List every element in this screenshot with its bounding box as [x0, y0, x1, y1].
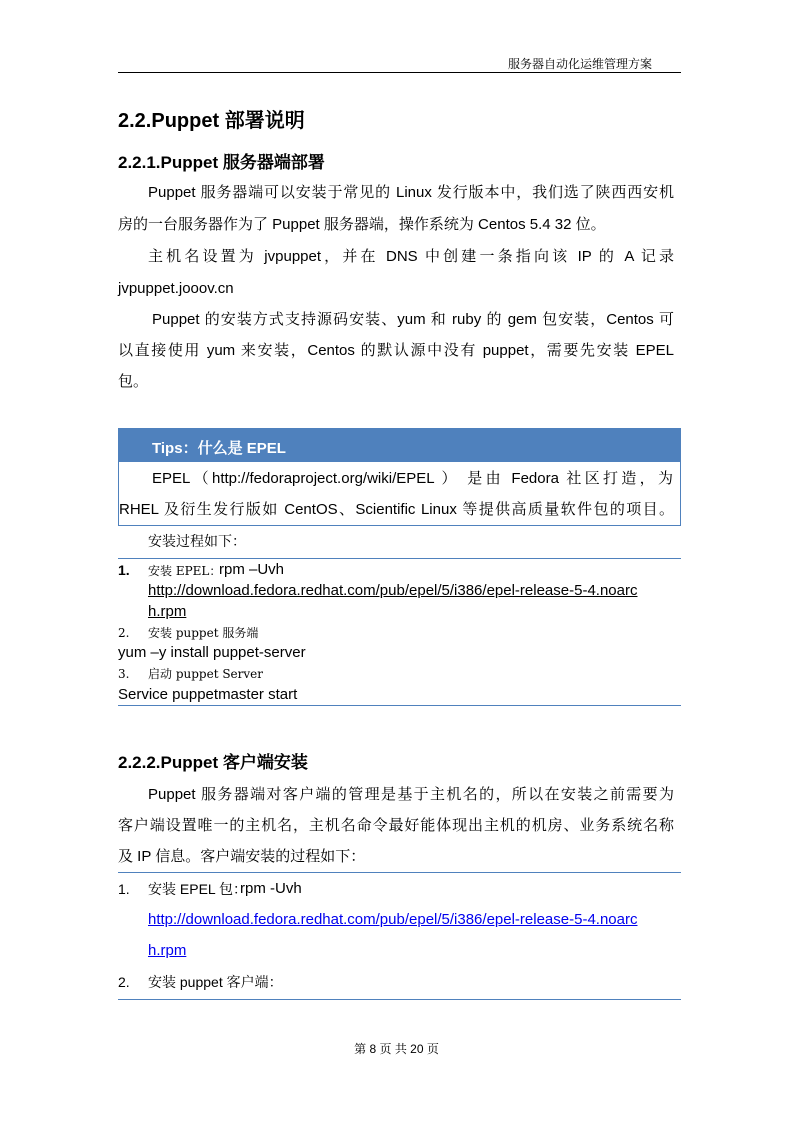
step-command: rpm -Uvh: [240, 880, 302, 897]
step-label: 安装 puppet 服务端: [148, 626, 259, 640]
paragraph-line: Puppet 服务器端可以安装于常见的 Linux 发行版本中，我们选了陕西西安机: [148, 184, 674, 201]
tips-box: [118, 428, 681, 526]
step-number: 3.: [118, 667, 130, 681]
install-intro: 安装过程如下：: [148, 534, 246, 550]
page-footer: 第 8 页 共 20 页: [354, 1042, 439, 1056]
step-number: 2.: [118, 626, 130, 640]
step-label: 安装 puppet 客户端：: [148, 974, 283, 990]
step-label: 启动 puppet Server: [148, 667, 264, 681]
step-number: 1.: [118, 881, 130, 897]
epel-link-continued[interactable]: h.rpm: [148, 942, 187, 959]
step-label: 安装 EPEL：: [148, 564, 222, 578]
paragraph-line: 房的一台服务器作为了 Puppet 服务器端，操作系统为 Centos 5.4 32 位。: [118, 216, 606, 233]
paragraph-line: jvpuppet.jooov.cn: [118, 280, 234, 297]
tips-line: RHEL 及衍生发行版如 CentOS、Scientific Linux 等提供高质量软件包的项目。: [119, 501, 674, 518]
paragraph-line: 主机名设置为 jvpuppet，并在 DNS 中创建一条指向该 IP 的 A 记录: [148, 248, 674, 265]
steps2-top-rule: [118, 872, 681, 873]
tips-line: EPEL（http://fedoraproject.org/wiki/EPEL ） 是由 Fedora 社区打造，为: [152, 470, 673, 487]
paragraph-line: 以直接使用 yum 来安装，Centos 的默认源中没有 puppet，需要先安装 EPEL: [118, 342, 674, 359]
paragraph-line: 客户端设置唯一的主机名，主机名命令最好能体现出主机的机房、业务系统名称: [118, 817, 674, 834]
steps-top-rule: [118, 558, 681, 559]
step-3: [118, 665, 264, 683]
step-number: 1.: [118, 562, 130, 578]
step-2: [118, 624, 259, 642]
steps-bottom-rule: [118, 705, 681, 706]
epel-link[interactable]: http://download.fedora.redhat.com/pub/epel/5/i386/epel-release-5-4.noarc: [148, 582, 638, 599]
subsection-title: 2.2.2.Puppet 客户端安装: [118, 753, 308, 772]
step-number: 2.: [118, 974, 130, 990]
client-step-2: [118, 973, 283, 991]
header-rule: [118, 72, 681, 73]
step-command: rpm –Uvh: [219, 561, 285, 578]
paragraph-line: Puppet 服务器端对客户端的管理是基于主机名的，所以在安装之前需要为: [148, 786, 674, 803]
tips-title: Tips：什么是 EPEL: [152, 440, 286, 457]
epel-link[interactable]: http://download.fedora.redhat.com/pub/epel/5/i386/epel-release-5-4.noarc: [148, 911, 638, 928]
section-title: 2.2.Puppet 部署说明: [118, 110, 305, 132]
steps2-bottom-rule: [118, 999, 681, 1000]
step-label: 安装 EPEL 包：: [148, 881, 248, 897]
step-command: yum –y install puppet-server: [118, 644, 306, 661]
paragraph-line: 包。: [118, 373, 149, 390]
epel-link-continued[interactable]: h.rpm: [148, 603, 187, 620]
subsection-title: 2.2.1.Puppet 服务器端部署: [118, 153, 325, 172]
step-1: [118, 561, 285, 579]
client-step-1: [118, 880, 302, 898]
paragraph-line: 及 IP 信息。客户端安装的过程如下：: [118, 848, 366, 865]
paragraph-line: Puppet 的安装方式支持源码安装、yum 和 ruby 的 gem 包安装，Centos 可: [152, 311, 674, 328]
tips-header: [119, 429, 680, 462]
running-header: 服务器自动化运维管理方案: [507, 57, 652, 71]
step-command: Service puppetmaster start: [118, 686, 298, 703]
